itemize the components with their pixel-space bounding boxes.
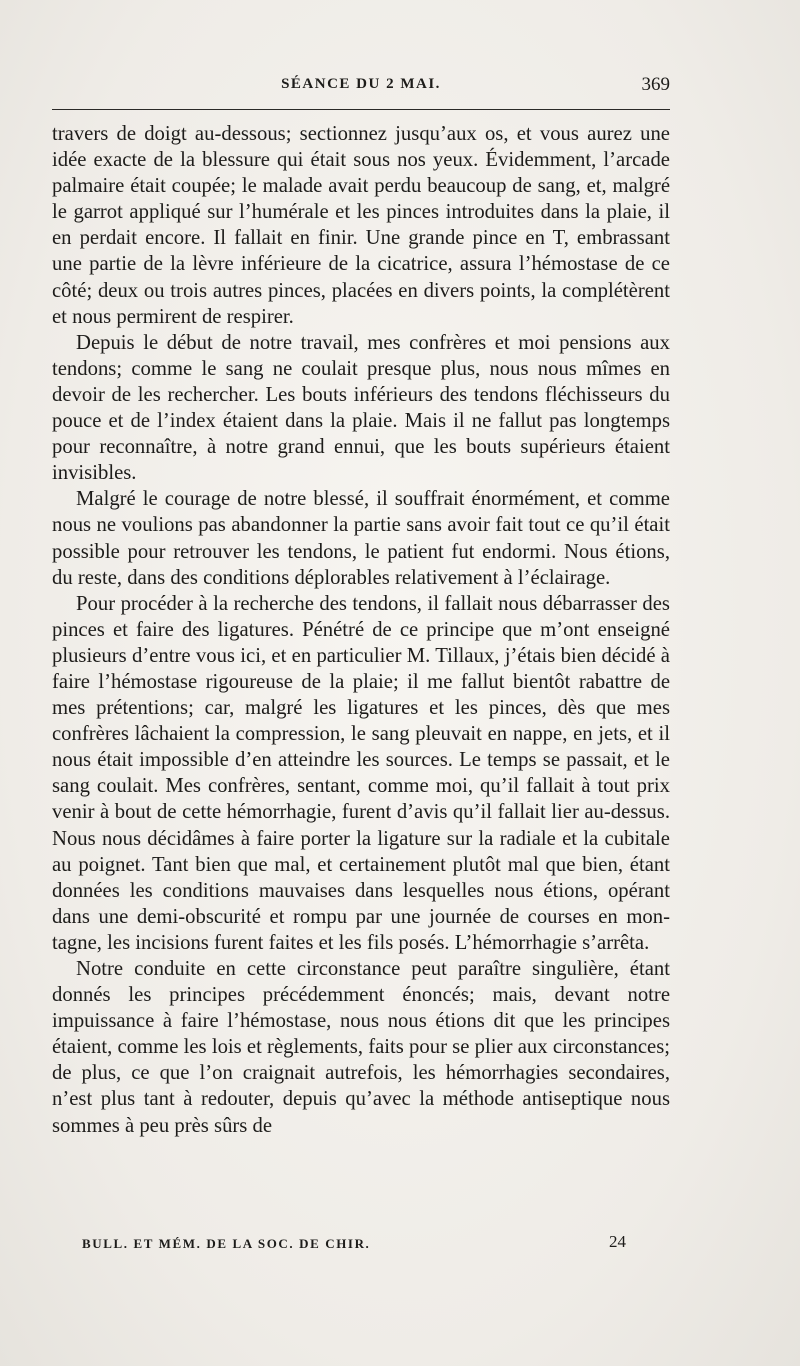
signature-mark: 24 [609, 1232, 626, 1251]
running-head: SÉANCE DU 2 MAI. [281, 76, 441, 92]
paragraph: Pour procéder à la recherche des tendons, il fallait nous débarrasser des pinces et faire des ligatures. Pénétré de ce principe que m’ont enseigné plusieurs d’entre vous ici, et en particulier M. Tillaux, j’étais bien décidé à faire l’hémostase rigoureuse de la plaie; il me fallut bientôt rabattre de mes prétentions; car, malgré les ligatures et les pinces, dès que mes confrères lâchaient la compression, le sang pleuvait en nappe, en jets, et il nous était impossible d’en atteindre les sources. Le temps se passait, et le sang coulait. Mes confrères, sentant, comme moi, qu’il fallait à tout prix venir à bout de cette hémorrhagie, furent d’avis qu’il fallait lier au-dessus. Nous nous décidâmes à faire porter la ligature sur la radiale et la cubitale au poignet. Tant bien que mal, et certainement plutôt mal que bien, étant données les conditions mauvaises dans lesquelles nous étions, opérant dans une demi-obscurité et rompu par une journée de courses en montagne, les incisions furent faites et les fils posés. L’hémorrhagie s’arrêta. [52, 592, 670, 954]
paragraph: Depuis le début de notre travail, mes confrères et moi pensions aux tendons; comme le sang ne coulait presque plus, nous nous mîmes en devoir de les rechercher. Les bouts inférieurs des tendons fléchisseurs du pouce et de l’index étaient dans la plaie. Mais il ne fallut pas longtemps pour reconnaître, à notre grand ennui, que les bouts supérieurs étaient invisibles. [52, 331, 670, 485]
page-header [52, 76, 670, 100]
header-rule [52, 109, 670, 110]
paragraph: Malgré le courage de notre blessé, il souffrait énormément, et comme nous ne voulions pas abandonner la partie sans avoir fait tout ce qu’il était possible pour retrouver les tendons, le patient fut endormi. Nous étions, du reste, dans des conditions déplorables relativement à l’éclairage. [52, 488, 670, 589]
page-number: 369 [641, 74, 670, 95]
body-text [52, 121, 670, 1139]
page-footer [52, 1232, 670, 1258]
journal-footer: BULL. ET MÉM. DE LA SOC. DE CHIR. [82, 1236, 371, 1251]
paragraph: Notre conduite en cette circonstance peut paraître singulière, étant donnés les principes précédemment énoncés; mais, devant notre impuissance à faire l’hémostase, nous nous étions dit que les principes étaient, comme les lois et règlements, faits pour se plier aux circonstances; de plus, ce que l’on craignait autrefois, les hémorrhagies secondaires, n’est plus tant à redouter, depuis qu’avec la méthode antiseptique nous sommes à peu près sûrs de [52, 958, 670, 1137]
paragraph: travers de doigt au-dessous; sectionnez jusqu’aux os, et vous aurez une idée exacte de la blessure qui était sous nos yeux. Évidemment, l’arcade palmaire était coupée; le malade avait perdu beaucoup de sang, et, malgré le garrot appliqué sur l’humérale et les pinces introduites dans la plaie, il en perdait encore. Il fallait en finir. Une grande pince en T, embrassant une partie de la lèvre inférieure de la cicatrice, assura l’hémostase de ce côté; deux ou trois autres pinces, placées en divers points, la complétèrent et nous permirent de respirer. [52, 123, 670, 328]
